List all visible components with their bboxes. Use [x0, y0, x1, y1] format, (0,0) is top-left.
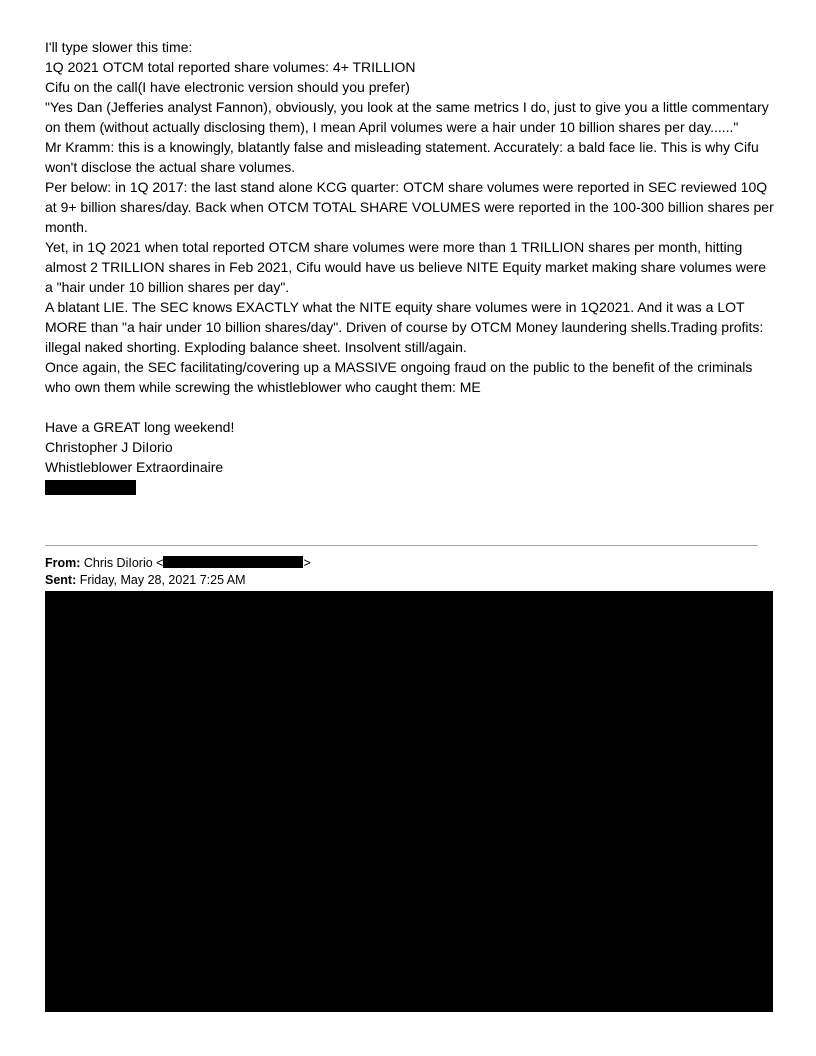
sent-row [45, 572, 311, 589]
body-line-2: 1Q 2021 OTCM total reported share volumes: 4+ TRILLION [45, 59, 416, 75]
signature-redaction [45, 480, 136, 495]
message-divider [45, 545, 758, 546]
paragraph-gap [45, 397, 775, 417]
from-close: > [303, 556, 311, 570]
from-row [45, 555, 311, 572]
email-address-redaction [163, 556, 303, 568]
body-line-3: Cifu on the call(I have electronic version should you prefer) [45, 79, 410, 95]
body-line-1: I'll type slower this time: [45, 39, 193, 55]
from-label: From: [45, 556, 81, 570]
sent-label: Sent: [45, 573, 77, 587]
redacted-content-block [45, 591, 773, 1012]
signature-title: Whistleblower Extraordinaire [45, 459, 224, 475]
from-name: Chris DiIorio < [83, 556, 164, 570]
email-body [45, 37, 775, 495]
signature-name: Christopher J DiIorio [45, 439, 173, 455]
body-per-below-paragraph: Per below: in 1Q 2017: the last stand alone KCG quarter: OTCM share volumes were reported in SEC reviewed 10Q at 9+ billion shares/day. Back when OTCM TOTAL SHARE VOLUMES were reported in the 100-300 billion shares per month. [45, 179, 774, 235]
sent-value: Friday, May 28, 2021 7:25 AM [79, 573, 246, 587]
body-once-again-paragraph: Once again, the SEC facilitating/covering up a MASSIVE ongoing fraud on the public to the benefit of the criminals who own them while screwing the whistleblower who caught them: ME [45, 359, 753, 395]
closing-line: Have a GREAT long weekend! [45, 419, 235, 435]
body-yet-paragraph: Yet, in 1Q 2021 when total reported OTCM share volumes were more than 1 TRILLION shares per month, hitting almost 2 TRILLION shares in Feb 2021, Cifu would have us believe NITE Equity market making share volumes were a "hair under 10 billion shares per day". [45, 239, 767, 295]
body-blatant-lie-paragraph: A blatant LIE. The SEC knows EXACTLY what the NITE equity share volumes were in 1Q2021. And it was a LOT MORE than "a hair under 10 billion shares/day". Driven of course by OTCM Money laundering shells.Trading profits: illegal naked shorting. Exploding balance sheet. Insolvent still/again. [45, 299, 764, 355]
body-kramm-paragraph: Mr Kramm: this is a knowingly, blatantly false and misleading statement. Accurately: a bald face lie. This is why Cifu won't disclose the actual share volumes. [45, 139, 759, 175]
forwarded-header [45, 555, 311, 589]
body-quote: "Yes Dan (Jefferies analyst Fannon), obviously, you look at the same metrics I do, just to give you a little commentary on them (without actually disclosing them), I mean April volumes were a hair under 10 billion shares per day......" [45, 99, 769, 135]
